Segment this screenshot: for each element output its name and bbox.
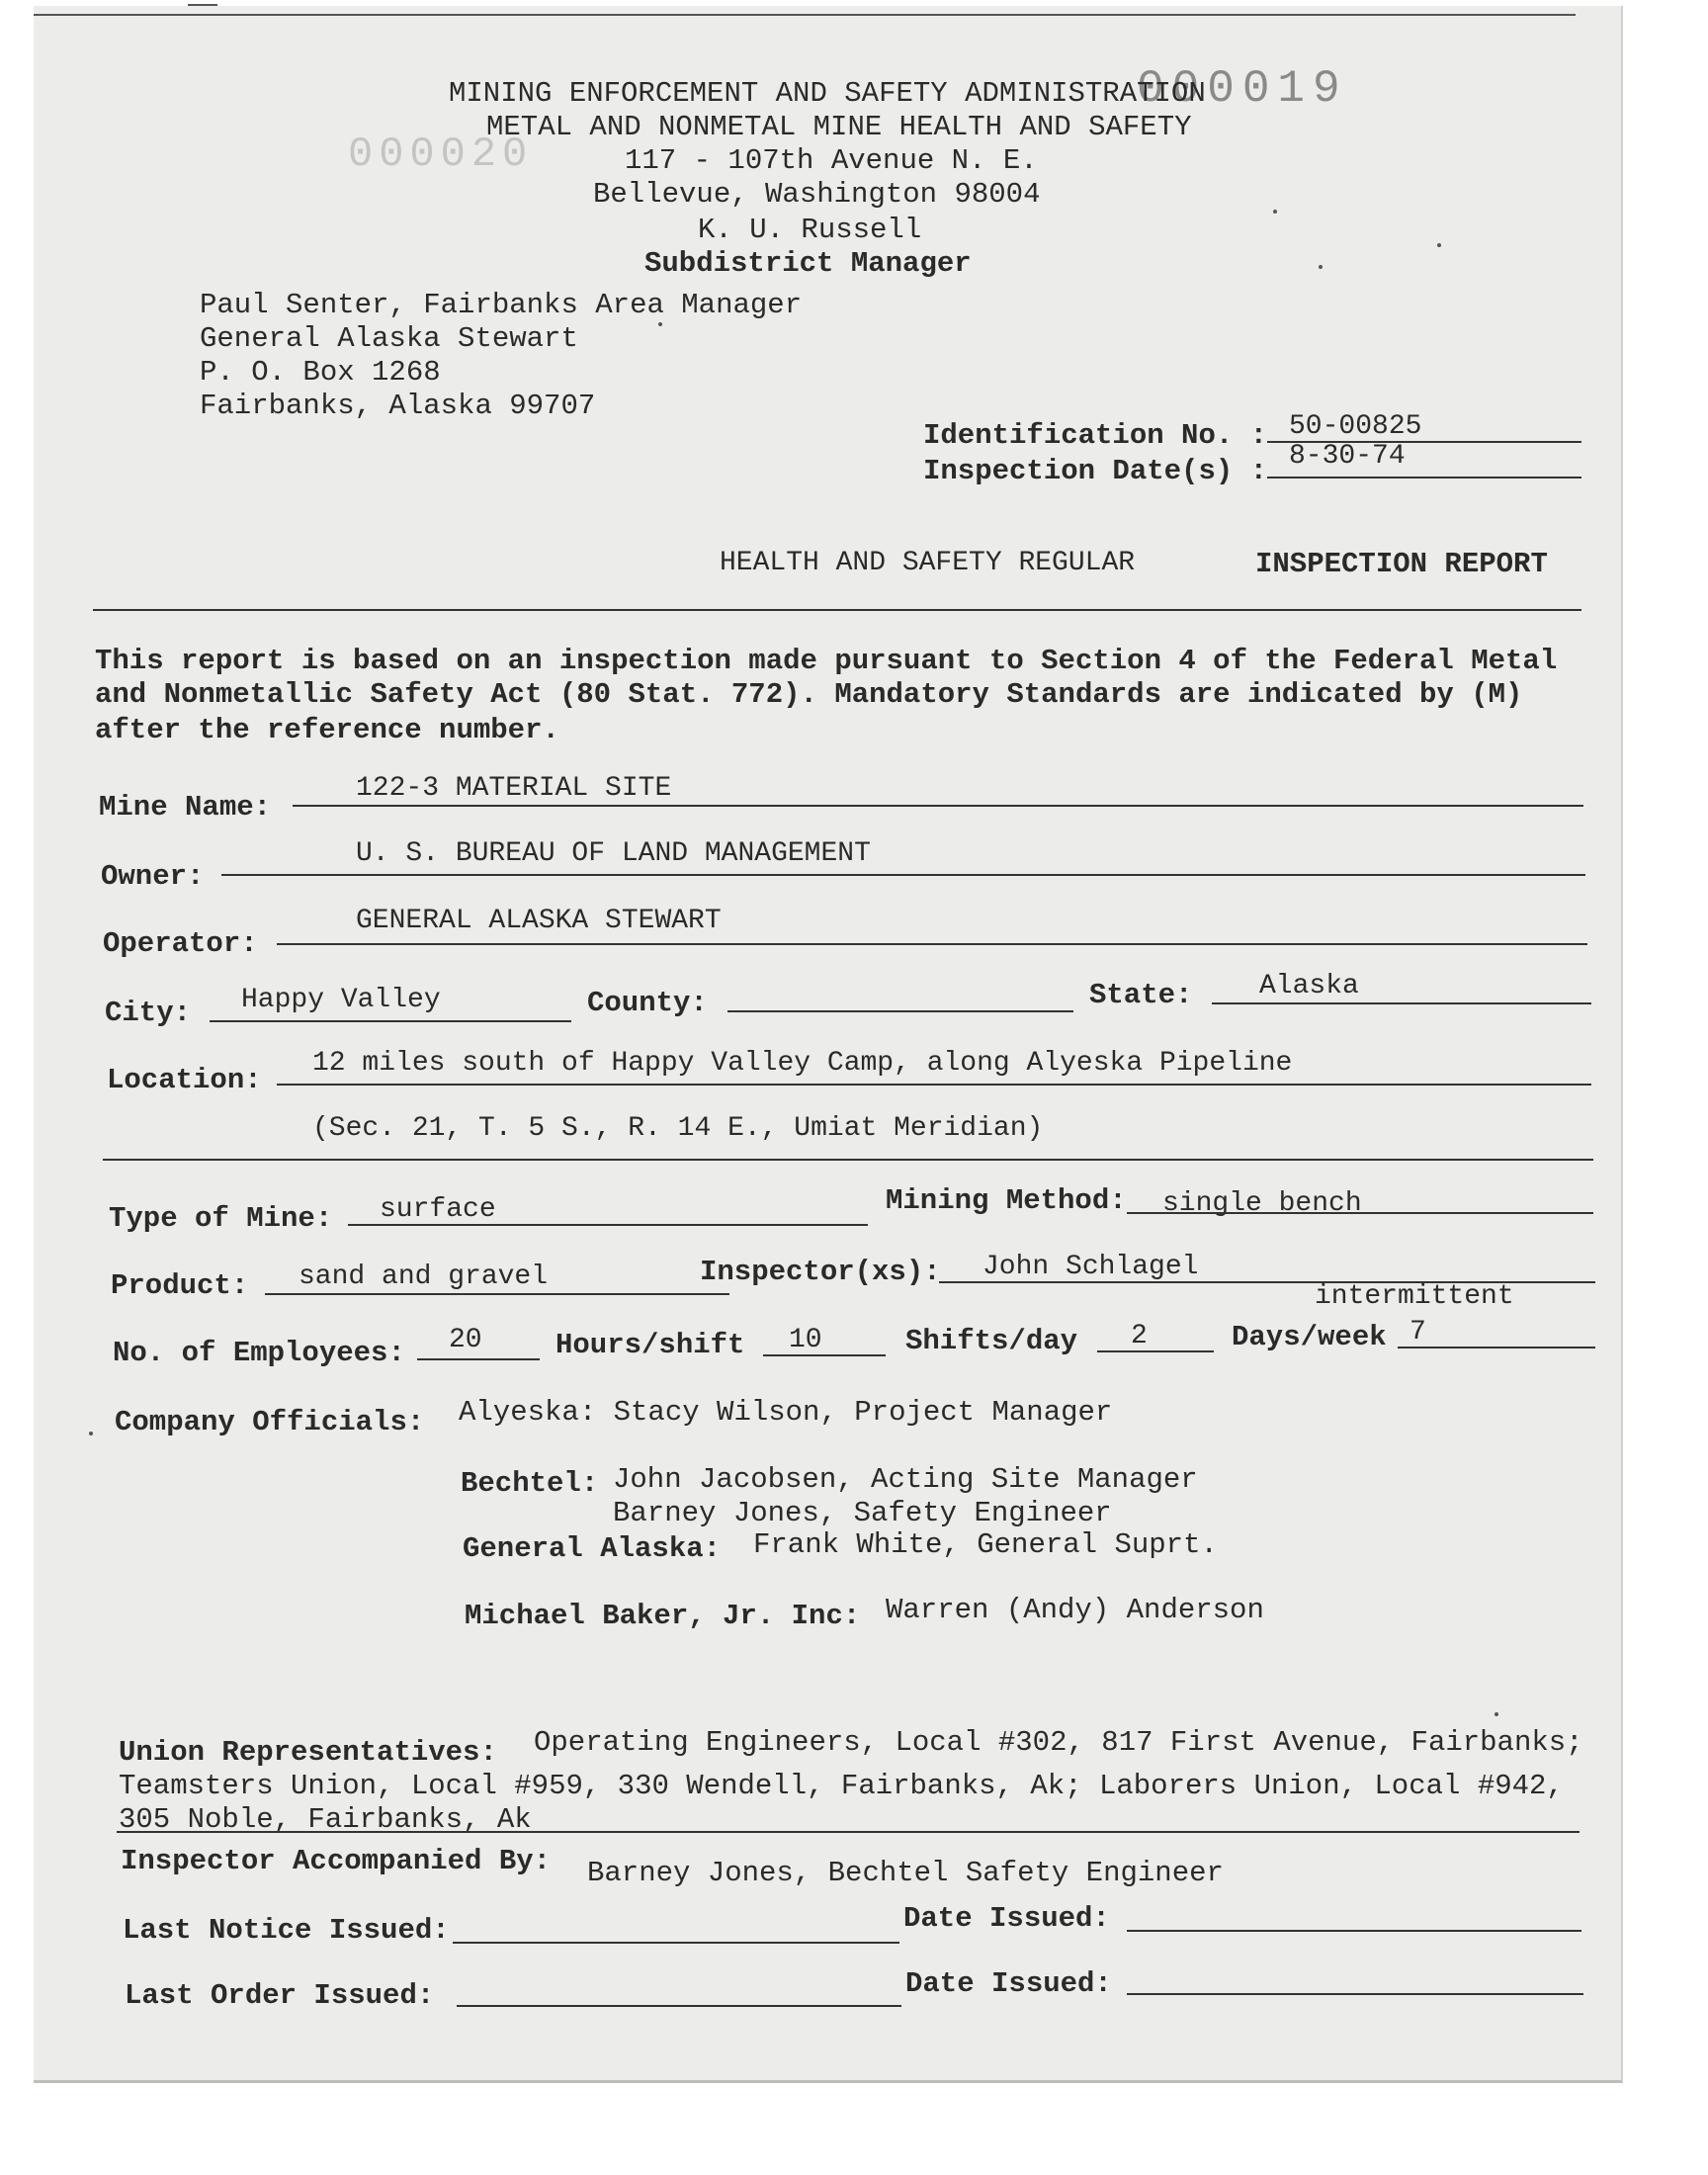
city-underline	[210, 1020, 571, 1022]
mine-name-underline	[293, 805, 1583, 807]
operator-value: GENERAL ALASKA STEWART	[356, 906, 722, 936]
union-underline	[117, 1831, 1580, 1833]
product-underline	[265, 1293, 729, 1295]
state-value: Alaska	[1259, 971, 1359, 1001]
addressee-line-2: General Alaska Stewart	[200, 322, 578, 355]
mining-method-underline	[1127, 1212, 1593, 1214]
official-general-alaska: Frank White, General Suprt.	[753, 1528, 1218, 1561]
location-line-2: (Sec. 21, T. 5 S., R. 14 E., Umiat Meridian)	[312, 1113, 1044, 1144]
mining-method-label: Mining Method:	[886, 1184, 1127, 1217]
location-underline-2	[103, 1159, 1593, 1161]
report-type-rule	[93, 609, 1581, 611]
county-label: County:	[587, 987, 708, 1019]
report-type-value: HEALTH AND SAFETY REGULAR	[720, 548, 1136, 578]
stamp-number: 000019	[1137, 63, 1348, 115]
letterhead-manager-name: K. U. Russell	[698, 214, 922, 246]
city-label: City:	[105, 997, 192, 1029]
employees-underline	[417, 1358, 540, 1360]
report-type-label: INSPECTION REPORT	[1255, 548, 1548, 580]
last-order-underline	[457, 2005, 901, 2007]
official-baker: Warren (Andy) Anderson	[886, 1594, 1264, 1626]
scan-speck	[1494, 1712, 1498, 1716]
days-week-label: Days/week	[1232, 1321, 1387, 1353]
shifts-day-underline	[1097, 1350, 1214, 1352]
addressee-line-1: Paul Senter, Fairbanks Area Manager	[200, 289, 803, 321]
scan-speck	[1437, 243, 1441, 247]
last-notice-underline	[453, 1942, 899, 1944]
company-officials-label: Company Officials:	[115, 1406, 425, 1438]
city-value: Happy Valley	[241, 985, 441, 1015]
corner-mark	[188, 4, 217, 6]
shifts-day-label: Shifts/day	[905, 1325, 1078, 1357]
shifts-day-value: 2	[1131, 1321, 1148, 1351]
intro-line-3: after the reference number.	[95, 714, 559, 746]
operator-label: Operator:	[103, 927, 258, 960]
intro-line-2: and Nonmetallic Safety Act (80 Stat. 772). Mandatory Standards are indicated by (M)	[95, 678, 1523, 711]
state-underline	[1212, 1002, 1591, 1004]
type-of-mine-label: Type of Mine:	[109, 1202, 333, 1235]
letterhead-street: 117 - 107th Avenue N. E.	[625, 144, 1038, 177]
inspection-date-underline	[1267, 477, 1581, 478]
inspection-date-label: Inspection Date(s) :	[923, 455, 1268, 487]
letterhead-city: Bellevue, Washington 98004	[593, 178, 1041, 211]
product-value: sand and gravel	[299, 1262, 549, 1292]
intro-line-1: This report is based on an inspection made pursuant to Section 4 of the Federal Metal	[95, 645, 1558, 677]
union-line-1: Operating Engineers, Local #302, 817 First Avenue, Fairbanks;	[534, 1726, 1583, 1759]
last-order-date-label: Date Issued:	[905, 1967, 1112, 2000]
scan-speck	[1273, 210, 1277, 214]
operator-underline	[277, 943, 1587, 945]
scan-speck	[1319, 265, 1323, 269]
document-page	[34, 6, 1623, 2083]
last-notice-label: Last Notice Issued:	[123, 1914, 450, 1947]
employees-label: No. of Employees:	[113, 1337, 405, 1369]
owner-value: U. S. BUREAU OF LAND MANAGEMENT	[356, 838, 871, 869]
letterhead-division: METAL AND NONMETAL MINE HEALTH AND SAFETY	[486, 111, 1192, 143]
top-edge-line	[34, 14, 1576, 16]
official-baker-label: Michael Baker, Jr. Inc:	[465, 1600, 861, 1632]
union-label: Union Representatives:	[119, 1736, 497, 1769]
hours-shift-value: 10	[789, 1325, 822, 1355]
location-line-1: 12 miles south of Happy Valley Camp, along Alyeska Pipeline	[312, 1048, 1293, 1079]
hours-shift-underline	[763, 1354, 886, 1356]
letterhead-manager-title: Subdistrict Manager	[644, 247, 972, 280]
owner-underline	[221, 874, 1585, 876]
accompanied-value: Barney Jones, Bechtel Safety Engineer	[587, 1857, 1224, 1889]
letterhead-agency: MINING ENFORCEMENT AND SAFETY ADMINISTRATION	[449, 77, 1206, 110]
location-underline-1	[277, 1084, 1591, 1086]
faint-stamp-number: 000020	[348, 130, 534, 178]
accompanied-label: Inspector Accompanied By:	[121, 1845, 552, 1877]
days-week-note: intermittent	[1315, 1281, 1514, 1312]
location-label: Location:	[107, 1064, 262, 1096]
addressee-line-3: P. O. Box 1268	[200, 356, 441, 389]
last-order-label: Last Order Issued:	[125, 1979, 435, 2012]
union-line-3: 305 Noble, Fairbanks, Ak	[119, 1803, 532, 1836]
days-week-underline	[1398, 1347, 1595, 1348]
inspection-date-value: 8-30-74	[1289, 441, 1406, 472]
official-general-alaska-label: General Alaska:	[463, 1532, 722, 1565]
owner-label: Owner:	[101, 860, 205, 893]
last-notice-date-label: Date Issued:	[903, 1902, 1110, 1935]
identification-label: Identification No. :	[923, 419, 1268, 452]
official-bechtel-1: John Jacobsen, Acting Site Manager	[613, 1463, 1198, 1496]
official-alyeska: Alyeska: Stacy Wilson, Project Manager	[459, 1396, 1113, 1429]
mine-name-value: 122-3 MATERIAL SITE	[356, 773, 672, 804]
official-bechtel-2: Barney Jones, Safety Engineer	[613, 1497, 1112, 1529]
scan-speck	[658, 322, 662, 326]
union-line-2: Teamsters Union, Local #959, 330 Wendell, Fairbanks, Ak; Laborers Union, Local #942,	[119, 1770, 1564, 1802]
addressee-line-4: Fairbanks, Alaska 99707	[200, 390, 596, 422]
state-label: State:	[1089, 979, 1193, 1011]
days-week-value: 7	[1409, 1317, 1426, 1348]
type-of-mine-underline	[348, 1224, 868, 1226]
mining-method-value: single bench	[1162, 1188, 1362, 1219]
inspector-value: John Schlagel	[982, 1252, 1199, 1282]
identification-value: 50-00825	[1289, 411, 1422, 442]
scan-speck	[89, 1432, 93, 1436]
hours-shift-label: Hours/shift	[555, 1329, 745, 1361]
official-bechtel-label: Bechtel:	[461, 1467, 599, 1500]
product-label: Product:	[111, 1269, 249, 1302]
employees-value: 20	[449, 1325, 482, 1355]
last-order-date-underline	[1127, 1993, 1583, 1995]
mine-name-label: Mine Name:	[99, 791, 272, 824]
inspector-label: Inspector(xs):	[700, 1256, 941, 1288]
type-of-mine-value: surface	[380, 1194, 496, 1225]
county-underline	[727, 1010, 1073, 1012]
last-notice-date-underline	[1127, 1930, 1581, 1932]
